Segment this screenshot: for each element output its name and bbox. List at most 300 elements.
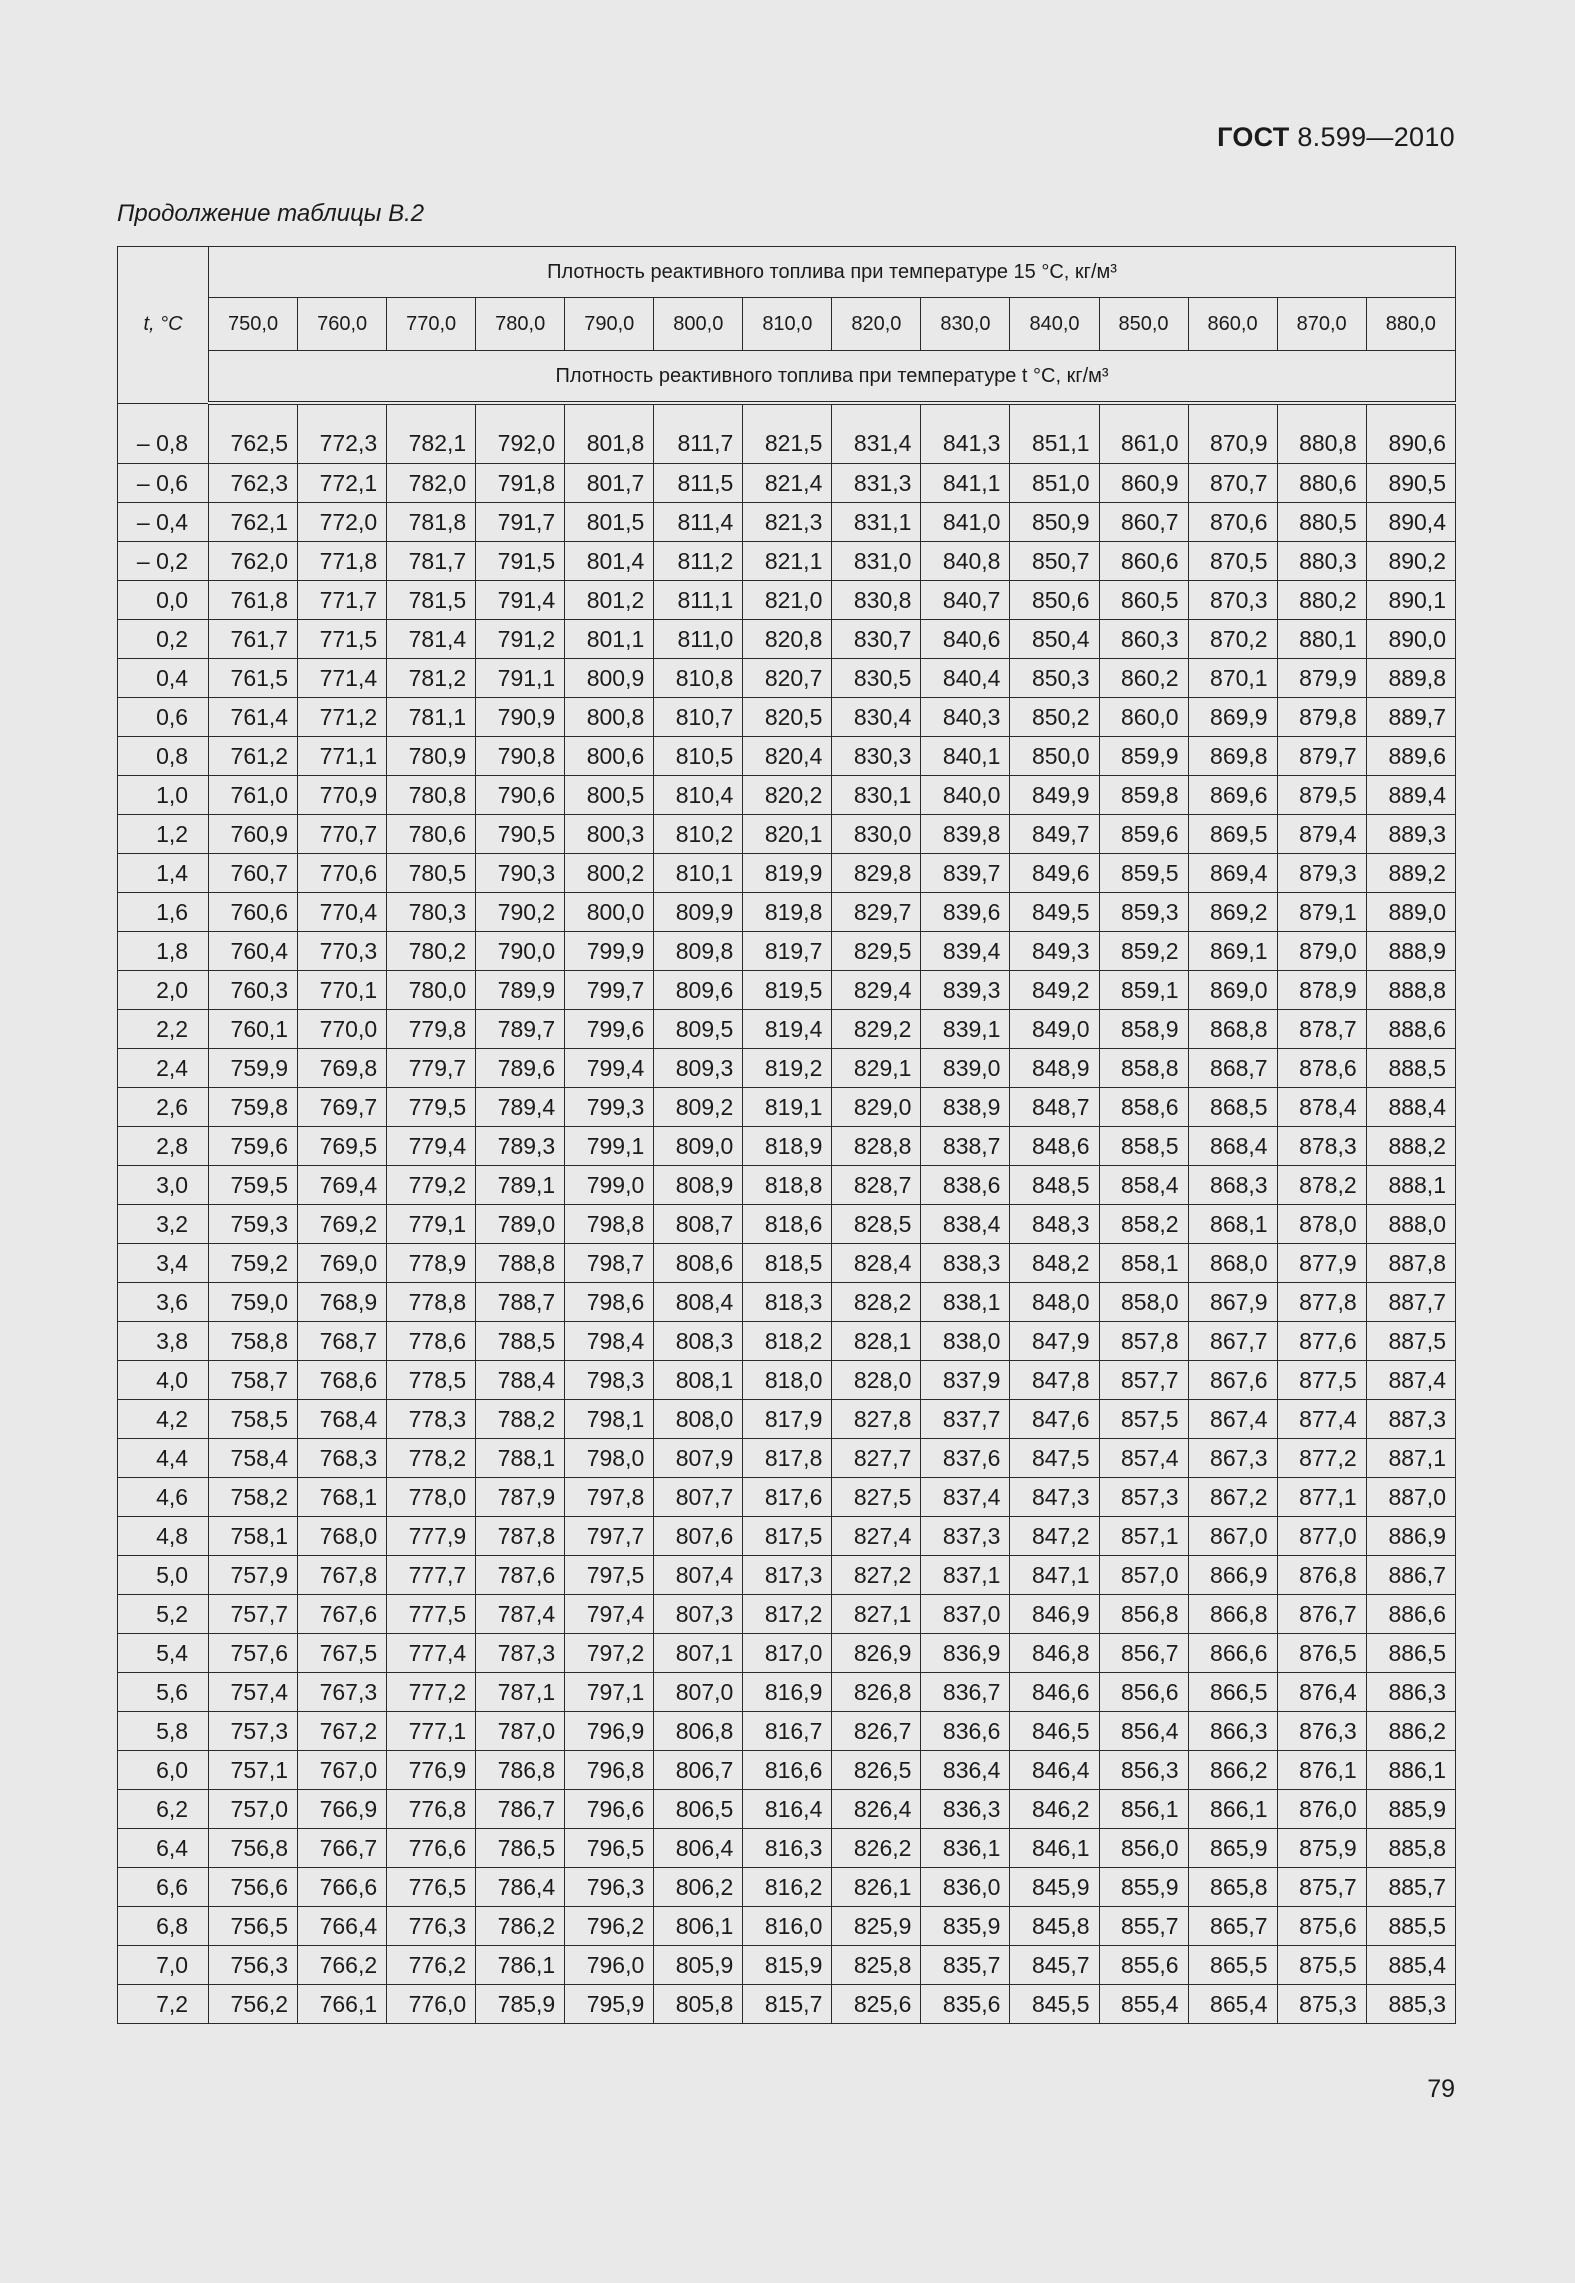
density-cell: 779,1 bbox=[387, 1205, 476, 1244]
density-cell: 887,1 bbox=[1366, 1439, 1455, 1478]
density-cell: 859,1 bbox=[1099, 971, 1188, 1010]
density-cell: 865,9 bbox=[1188, 1829, 1277, 1868]
density-cell: 788,1 bbox=[476, 1439, 565, 1478]
density-cell: 839,1 bbox=[921, 1010, 1010, 1049]
density-cell: 756,8 bbox=[209, 1829, 298, 1868]
temperature-cell: 7,2 bbox=[118, 1985, 209, 2024]
density-cell: 840,8 bbox=[921, 542, 1010, 581]
density-cell: 806,7 bbox=[654, 1751, 743, 1790]
density-cell: 869,1 bbox=[1188, 932, 1277, 971]
density-cell: 821,4 bbox=[743, 464, 832, 503]
density-cell: 848,2 bbox=[1010, 1244, 1099, 1283]
density-cell: 781,2 bbox=[387, 659, 476, 698]
density-cell: 830,7 bbox=[832, 620, 921, 659]
density-cell: 858,6 bbox=[1099, 1088, 1188, 1127]
density-cell: 850,6 bbox=[1010, 581, 1099, 620]
density-cell: 830,5 bbox=[832, 659, 921, 698]
density-cell: 790,6 bbox=[476, 776, 565, 815]
density-cell: 757,1 bbox=[209, 1751, 298, 1790]
density-cell: 757,3 bbox=[209, 1712, 298, 1751]
temperature-cell: 4,8 bbox=[118, 1517, 209, 1556]
table-row bbox=[118, 1205, 1456, 1244]
density-cell: 828,4 bbox=[832, 1244, 921, 1283]
density-cell: 830,8 bbox=[832, 581, 921, 620]
density-cell: 840,0 bbox=[921, 776, 1010, 815]
density-cell: 869,9 bbox=[1188, 698, 1277, 737]
density-cell: 885,8 bbox=[1366, 1829, 1455, 1868]
density-cell: 890,4 bbox=[1366, 503, 1455, 542]
density-cell: 840,3 bbox=[921, 698, 1010, 737]
density-cell: 789,6 bbox=[476, 1049, 565, 1088]
density-cell: 817,8 bbox=[743, 1439, 832, 1478]
density-cell: 808,4 bbox=[654, 1283, 743, 1322]
density-cell: 875,9 bbox=[1277, 1829, 1366, 1868]
density-cell: 760,9 bbox=[209, 815, 298, 854]
density-cell: 821,1 bbox=[743, 542, 832, 581]
density-cell: 786,1 bbox=[476, 1946, 565, 1985]
density-cell: 809,3 bbox=[654, 1049, 743, 1088]
density-cell: 757,0 bbox=[209, 1790, 298, 1829]
density-cell: 788,4 bbox=[476, 1361, 565, 1400]
density-cell: 820,5 bbox=[743, 698, 832, 737]
density-cell: 782,0 bbox=[387, 464, 476, 503]
density-cell: 839,8 bbox=[921, 815, 1010, 854]
density-cell: 857,0 bbox=[1099, 1556, 1188, 1595]
density-cell: 778,8 bbox=[387, 1283, 476, 1322]
density-cell: 889,0 bbox=[1366, 893, 1455, 932]
density-cell: 879,8 bbox=[1277, 698, 1366, 737]
density-cell: 831,3 bbox=[832, 464, 921, 503]
density-cell: 828,0 bbox=[832, 1361, 921, 1400]
density-cell: 855,4 bbox=[1099, 1985, 1188, 2024]
density-cell: 785,9 bbox=[476, 1985, 565, 2024]
density-cell: 846,6 bbox=[1010, 1673, 1099, 1712]
density-cell: 890,5 bbox=[1366, 464, 1455, 503]
table-row bbox=[118, 1556, 1456, 1595]
density-cell: 849,7 bbox=[1010, 815, 1099, 854]
density-cell: 827,2 bbox=[832, 1556, 921, 1595]
density-cell: 768,4 bbox=[298, 1400, 387, 1439]
table-row bbox=[118, 1673, 1456, 1712]
density-cell: 848,0 bbox=[1010, 1283, 1099, 1322]
temperature-cell: 5,2 bbox=[118, 1595, 209, 1634]
density-cell: 757,7 bbox=[209, 1595, 298, 1634]
density-cell: 836,9 bbox=[921, 1634, 1010, 1673]
density-cell: 777,2 bbox=[387, 1673, 476, 1712]
density-cell: 766,1 bbox=[298, 1985, 387, 2024]
density-cell: 859,5 bbox=[1099, 854, 1188, 893]
temperature-cell: 4,4 bbox=[118, 1439, 209, 1478]
density-cell: 868,8 bbox=[1188, 1010, 1277, 1049]
density-cell: 850,4 bbox=[1010, 620, 1099, 659]
density-cell: 771,4 bbox=[298, 659, 387, 698]
density-column-header: 840,0 bbox=[1010, 298, 1099, 351]
density-cell: 870,1 bbox=[1188, 659, 1277, 698]
table-row bbox=[118, 1088, 1456, 1127]
density-cell: 798,8 bbox=[565, 1205, 654, 1244]
temperature-cell: 0,0 bbox=[118, 581, 209, 620]
density-columns-row bbox=[118, 298, 1456, 351]
density-cell: 837,4 bbox=[921, 1478, 1010, 1517]
density-cell: 841,3 bbox=[921, 403, 1010, 464]
density-cell: 789,1 bbox=[476, 1166, 565, 1205]
density-cell: 808,9 bbox=[654, 1166, 743, 1205]
temperature-cell: 4,0 bbox=[118, 1361, 209, 1400]
density-cell: 848,6 bbox=[1010, 1127, 1099, 1166]
density-cell: 841,1 bbox=[921, 464, 1010, 503]
density-cell: 757,4 bbox=[209, 1673, 298, 1712]
table-row bbox=[118, 1400, 1456, 1439]
density-cell: 788,7 bbox=[476, 1283, 565, 1322]
density-cell: 816,4 bbox=[743, 1790, 832, 1829]
density-cell: 875,5 bbox=[1277, 1946, 1366, 1985]
density-cell: 771,5 bbox=[298, 620, 387, 659]
table-row bbox=[118, 1283, 1456, 1322]
density-cell: 766,9 bbox=[298, 1790, 387, 1829]
table-row bbox=[118, 1712, 1456, 1751]
density-cell: 762,1 bbox=[209, 503, 298, 542]
density-cell: 787,0 bbox=[476, 1712, 565, 1751]
density-cell: 787,6 bbox=[476, 1556, 565, 1595]
density-cell: 875,3 bbox=[1277, 1985, 1366, 2024]
density-cell: 767,3 bbox=[298, 1673, 387, 1712]
density-cell: 776,5 bbox=[387, 1868, 476, 1907]
density-cell: 772,0 bbox=[298, 503, 387, 542]
density-cell: 866,5 bbox=[1188, 1673, 1277, 1712]
density-cell: 856,4 bbox=[1099, 1712, 1188, 1751]
density-cell: 849,9 bbox=[1010, 776, 1099, 815]
density-cell: 876,0 bbox=[1277, 1790, 1366, 1829]
density-cell: 829,2 bbox=[832, 1010, 921, 1049]
temperature-cell: 6,4 bbox=[118, 1829, 209, 1868]
density-cell: 846,4 bbox=[1010, 1751, 1099, 1790]
density-cell: 778,3 bbox=[387, 1400, 476, 1439]
density-cell: 770,7 bbox=[298, 815, 387, 854]
table-row bbox=[118, 893, 1456, 932]
density-cell: 889,8 bbox=[1366, 659, 1455, 698]
temperature-cell: 3,2 bbox=[118, 1205, 209, 1244]
temperature-cell: 2,2 bbox=[118, 1010, 209, 1049]
density-cell: 820,4 bbox=[743, 737, 832, 776]
table-row bbox=[118, 1322, 1456, 1361]
table-row bbox=[118, 1595, 1456, 1634]
density-cell: 889,3 bbox=[1366, 815, 1455, 854]
density-cell: 839,0 bbox=[921, 1049, 1010, 1088]
density-cell: 855,6 bbox=[1099, 1946, 1188, 1985]
density-cell: 797,5 bbox=[565, 1556, 654, 1595]
density-cell: 829,1 bbox=[832, 1049, 921, 1088]
density-cell: 760,4 bbox=[209, 932, 298, 971]
density-cell: 876,4 bbox=[1277, 1673, 1366, 1712]
density-cell: 859,6 bbox=[1099, 815, 1188, 854]
density-cell: 761,2 bbox=[209, 737, 298, 776]
density-cell: 807,1 bbox=[654, 1634, 743, 1673]
density-cell: 770,0 bbox=[298, 1010, 387, 1049]
density-cell: 830,3 bbox=[832, 737, 921, 776]
density-cell: 837,1 bbox=[921, 1556, 1010, 1595]
table-row bbox=[118, 971, 1456, 1010]
table-row bbox=[118, 1751, 1456, 1790]
density-cell: 806,1 bbox=[654, 1907, 743, 1946]
density-cell: 847,1 bbox=[1010, 1556, 1099, 1595]
density-cell: 818,0 bbox=[743, 1361, 832, 1400]
density-cell: 880,1 bbox=[1277, 620, 1366, 659]
density-cell: 766,4 bbox=[298, 1907, 387, 1946]
density-cell: 849,2 bbox=[1010, 971, 1099, 1010]
density-cell: 868,4 bbox=[1188, 1127, 1277, 1166]
density-cell: 796,5 bbox=[565, 1829, 654, 1868]
density-cell: 826,7 bbox=[832, 1712, 921, 1751]
density-cell: 815,9 bbox=[743, 1946, 832, 1985]
density-cell: 876,5 bbox=[1277, 1634, 1366, 1673]
density-cell: 781,4 bbox=[387, 620, 476, 659]
density-cell: 889,4 bbox=[1366, 776, 1455, 815]
density-cell: 855,9 bbox=[1099, 1868, 1188, 1907]
density-cell: 856,7 bbox=[1099, 1634, 1188, 1673]
density-cell: 890,6 bbox=[1366, 403, 1455, 464]
density-cell: 768,9 bbox=[298, 1283, 387, 1322]
density-cell: 889,7 bbox=[1366, 698, 1455, 737]
density-cell: 758,2 bbox=[209, 1478, 298, 1517]
density-cell: 879,3 bbox=[1277, 854, 1366, 893]
density-cell: 811,7 bbox=[654, 403, 743, 464]
density-cell: 758,8 bbox=[209, 1322, 298, 1361]
density-cell: 759,5 bbox=[209, 1166, 298, 1205]
density-cell: 879,7 bbox=[1277, 737, 1366, 776]
table-row bbox=[118, 932, 1456, 971]
density-cell: 796,8 bbox=[565, 1751, 654, 1790]
density-cell: 761,5 bbox=[209, 659, 298, 698]
density-cell: 760,6 bbox=[209, 893, 298, 932]
density-cell: 857,4 bbox=[1099, 1439, 1188, 1478]
temperature-cell: 1,6 bbox=[118, 893, 209, 932]
density-cell: 870,2 bbox=[1188, 620, 1277, 659]
density-column-header: 800,0 bbox=[654, 298, 743, 351]
density-cell: 846,1 bbox=[1010, 1829, 1099, 1868]
density-cell: 836,0 bbox=[921, 1868, 1010, 1907]
temperature-cell: 6,6 bbox=[118, 1868, 209, 1907]
density-cell: 776,0 bbox=[387, 1985, 476, 2024]
density-cell: 790,5 bbox=[476, 815, 565, 854]
table-row bbox=[118, 1868, 1456, 1907]
density-cell: 857,3 bbox=[1099, 1478, 1188, 1517]
density-cell: 836,1 bbox=[921, 1829, 1010, 1868]
density-cell: 811,1 bbox=[654, 581, 743, 620]
density-cell: 845,9 bbox=[1010, 1868, 1099, 1907]
density-cell: 890,1 bbox=[1366, 581, 1455, 620]
density-cell: 866,8 bbox=[1188, 1595, 1277, 1634]
density-cell: 761,4 bbox=[209, 698, 298, 737]
density-cell: 798,6 bbox=[565, 1283, 654, 1322]
density-cell: 809,5 bbox=[654, 1010, 743, 1049]
density-cell: 800,9 bbox=[565, 659, 654, 698]
density-cell: 758,7 bbox=[209, 1361, 298, 1400]
density-cell: 838,1 bbox=[921, 1283, 1010, 1322]
density-cell: 777,5 bbox=[387, 1595, 476, 1634]
density-cell: 798,7 bbox=[565, 1244, 654, 1283]
density-cell: 889,2 bbox=[1366, 854, 1455, 893]
density-cell: 808,3 bbox=[654, 1322, 743, 1361]
density-cell: 790,9 bbox=[476, 698, 565, 737]
density-cell: 819,9 bbox=[743, 854, 832, 893]
density-cell: 880,5 bbox=[1277, 503, 1366, 542]
density-cell: 759,6 bbox=[209, 1127, 298, 1166]
density-cell: 827,8 bbox=[832, 1400, 921, 1439]
temperature-cell: 6,8 bbox=[118, 1907, 209, 1946]
density-cell: 801,7 bbox=[565, 464, 654, 503]
doc-label-bold: ГОСТ bbox=[1217, 122, 1290, 152]
table-body bbox=[118, 403, 1456, 2024]
density-cell: 770,4 bbox=[298, 893, 387, 932]
density-cell: 885,4 bbox=[1366, 1946, 1455, 1985]
density-cell: 805,8 bbox=[654, 1985, 743, 2024]
density-cell: 840,7 bbox=[921, 581, 1010, 620]
density-cell: 760,3 bbox=[209, 971, 298, 1010]
table-row bbox=[118, 1478, 1456, 1517]
density-cell: 876,3 bbox=[1277, 1712, 1366, 1751]
density-cell: 787,1 bbox=[476, 1673, 565, 1712]
density-cell: 888,5 bbox=[1366, 1049, 1455, 1088]
table-row bbox=[118, 1361, 1456, 1400]
density-cell: 860,6 bbox=[1099, 542, 1188, 581]
density-cell: 845,5 bbox=[1010, 1985, 1099, 2024]
density-cell: 850,3 bbox=[1010, 659, 1099, 698]
density-cell: 865,7 bbox=[1188, 1907, 1277, 1946]
density-cell: 769,5 bbox=[298, 1127, 387, 1166]
density-cell: 781,5 bbox=[387, 581, 476, 620]
density-cell: 837,7 bbox=[921, 1400, 1010, 1439]
density-cell: 837,6 bbox=[921, 1439, 1010, 1478]
density-cell: 858,8 bbox=[1099, 1049, 1188, 1088]
density-cell: 850,9 bbox=[1010, 503, 1099, 542]
density-cell: 857,5 bbox=[1099, 1400, 1188, 1439]
density-cell: 859,8 bbox=[1099, 776, 1188, 815]
density-cell: 887,4 bbox=[1366, 1361, 1455, 1400]
density-cell: 870,7 bbox=[1188, 464, 1277, 503]
density-cell: 888,2 bbox=[1366, 1127, 1455, 1166]
density-cell: 856,6 bbox=[1099, 1673, 1188, 1712]
density-cell: 771,2 bbox=[298, 698, 387, 737]
density-cell: 769,7 bbox=[298, 1088, 387, 1127]
density-cell: 848,7 bbox=[1010, 1088, 1099, 1127]
density-cell: 758,5 bbox=[209, 1400, 298, 1439]
density-cell: 787,4 bbox=[476, 1595, 565, 1634]
density-cell: 761,0 bbox=[209, 776, 298, 815]
density-cell: 877,2 bbox=[1277, 1439, 1366, 1478]
density-cell: 771,1 bbox=[298, 737, 387, 776]
density-cell: 819,5 bbox=[743, 971, 832, 1010]
density-cell: 851,0 bbox=[1010, 464, 1099, 503]
density-cell: 889,6 bbox=[1366, 737, 1455, 776]
density-cell: 816,6 bbox=[743, 1751, 832, 1790]
density-column-header: 850,0 bbox=[1099, 298, 1188, 351]
temperature-cell: – 0,8 bbox=[118, 403, 209, 464]
density-cell: 877,8 bbox=[1277, 1283, 1366, 1322]
density-cell: 787,8 bbox=[476, 1517, 565, 1556]
density-cell: 817,5 bbox=[743, 1517, 832, 1556]
density-cell: 781,8 bbox=[387, 503, 476, 542]
density-cell: 867,9 bbox=[1188, 1283, 1277, 1322]
density-cell: 818,5 bbox=[743, 1244, 832, 1283]
table-row bbox=[118, 1790, 1456, 1829]
density-cell: 798,1 bbox=[565, 1400, 654, 1439]
density-cell: 820,8 bbox=[743, 620, 832, 659]
density-cell: 846,8 bbox=[1010, 1634, 1099, 1673]
density-cell: 839,3 bbox=[921, 971, 1010, 1010]
density-cell: 836,7 bbox=[921, 1673, 1010, 1712]
density-cell: 792,0 bbox=[476, 403, 565, 464]
density-cell: 821,3 bbox=[743, 503, 832, 542]
density-cell: 887,7 bbox=[1366, 1283, 1455, 1322]
density-cell: 880,8 bbox=[1277, 403, 1366, 464]
density-cell: 829,5 bbox=[832, 932, 921, 971]
density-cell: 816,0 bbox=[743, 1907, 832, 1946]
density-cell: 776,9 bbox=[387, 1751, 476, 1790]
density-cell: 850,2 bbox=[1010, 698, 1099, 737]
density-cell: 831,4 bbox=[832, 403, 921, 464]
density-cell: 827,7 bbox=[832, 1439, 921, 1478]
density-cell: 767,8 bbox=[298, 1556, 387, 1595]
density-cell: 858,1 bbox=[1099, 1244, 1188, 1283]
density-cell: 809,6 bbox=[654, 971, 743, 1010]
density-cell: 860,5 bbox=[1099, 581, 1188, 620]
density-column-header: 860,0 bbox=[1188, 298, 1277, 351]
density-cell: 839,4 bbox=[921, 932, 1010, 971]
density-cell: 849,0 bbox=[1010, 1010, 1099, 1049]
density-cell: 825,8 bbox=[832, 1946, 921, 1985]
density-cell: 795,9 bbox=[565, 1985, 654, 2024]
density-cell: 799,0 bbox=[565, 1166, 654, 1205]
density-cell: 766,6 bbox=[298, 1868, 387, 1907]
density-cell: 777,9 bbox=[387, 1517, 476, 1556]
density-cell: 796,2 bbox=[565, 1907, 654, 1946]
density-cell: 778,2 bbox=[387, 1439, 476, 1478]
density-cell: 865,4 bbox=[1188, 1985, 1277, 2024]
temperature-cell: 5,6 bbox=[118, 1673, 209, 1712]
density-cell: 819,1 bbox=[743, 1088, 832, 1127]
density-cell: 839,6 bbox=[921, 893, 1010, 932]
density-cell: 890,2 bbox=[1366, 542, 1455, 581]
density-cell: 827,4 bbox=[832, 1517, 921, 1556]
density-cell: 760,7 bbox=[209, 854, 298, 893]
density-cell: 829,0 bbox=[832, 1088, 921, 1127]
density-cell: 770,3 bbox=[298, 932, 387, 971]
density-cell: 768,1 bbox=[298, 1478, 387, 1517]
table-row bbox=[118, 1517, 1456, 1556]
density-cell: 818,9 bbox=[743, 1127, 832, 1166]
density-cell: 767,6 bbox=[298, 1595, 387, 1634]
density-cell: 837,9 bbox=[921, 1361, 1010, 1400]
density-cell: 858,5 bbox=[1099, 1127, 1188, 1166]
density-cell: 786,4 bbox=[476, 1868, 565, 1907]
density-cell: 806,2 bbox=[654, 1868, 743, 1907]
density-cell: 837,3 bbox=[921, 1517, 1010, 1556]
density-cell: 828,1 bbox=[832, 1322, 921, 1361]
density-cell: 855,7 bbox=[1099, 1907, 1188, 1946]
density-cell: 809,9 bbox=[654, 893, 743, 932]
temperature-cell: 5,0 bbox=[118, 1556, 209, 1595]
density-cell: 860,7 bbox=[1099, 503, 1188, 542]
density-cell: 876,7 bbox=[1277, 1595, 1366, 1634]
density-cell: 869,6 bbox=[1188, 776, 1277, 815]
density-cell: 847,3 bbox=[1010, 1478, 1099, 1517]
density-cell: 831,1 bbox=[832, 503, 921, 542]
density-cell: 817,3 bbox=[743, 1556, 832, 1595]
density-cell: 801,2 bbox=[565, 581, 654, 620]
density-cell: 811,5 bbox=[654, 464, 743, 503]
density-cell: 820,1 bbox=[743, 815, 832, 854]
density-cell: 847,5 bbox=[1010, 1439, 1099, 1478]
